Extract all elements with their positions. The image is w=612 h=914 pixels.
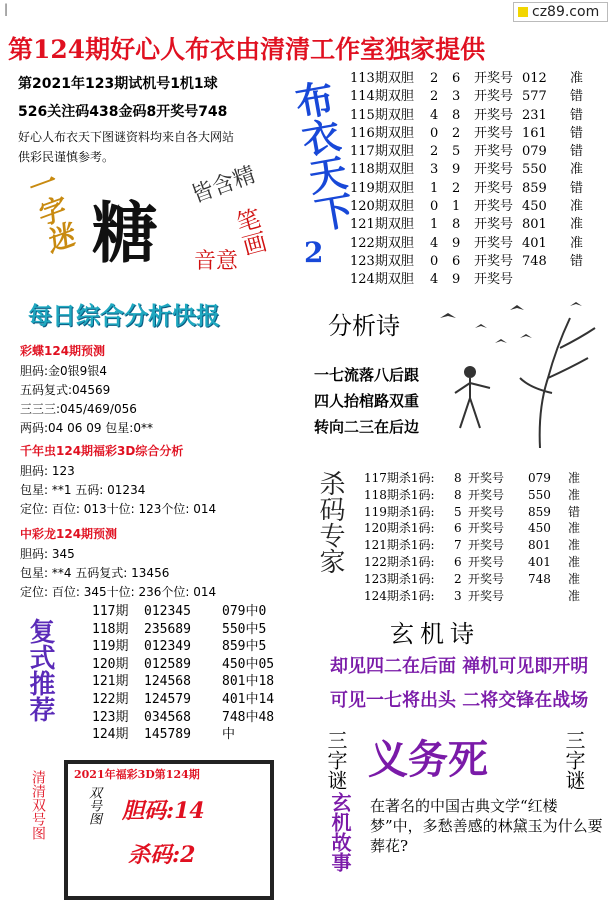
label: 开奖号 — [468, 487, 505, 502]
period: 117期杀1码: — [364, 471, 435, 485]
poem-title: 分析诗 — [328, 312, 400, 340]
figure-head — [464, 366, 476, 378]
period: 120期杀1码: — [364, 521, 435, 536]
kill-number: 7 — [454, 538, 462, 553]
table-row — [92, 621, 302, 639]
period: 117期双胆 — [350, 144, 414, 160]
list-item: 两码:04 06 09 包星:0** — [20, 421, 153, 435]
result: 准 — [570, 199, 584, 215]
intro-line3: 好心人布衣天下图谜资料均来自各大网站 — [18, 130, 235, 144]
table-row — [350, 88, 608, 106]
label: 开奖号 — [474, 144, 514, 160]
draw-number: 079 — [522, 144, 547, 160]
result: 错 — [570, 180, 584, 196]
sanzi-answer: 义务死 — [368, 736, 488, 783]
draw-number: 748 — [522, 253, 547, 269]
fushi-title-text: 复式推荐 — [25, 618, 55, 722]
brand-number: 2 — [304, 236, 324, 269]
label: 开奖号 — [474, 107, 514, 123]
result: 准 — [570, 71, 584, 86]
table-row — [92, 656, 302, 674]
dan-1: 2 — [430, 89, 439, 105]
shuangdan-list — [350, 70, 608, 290]
dan-2: 2 — [452, 180, 461, 196]
result: 450中05 — [222, 656, 275, 672]
numbers: 012589 — [144, 656, 191, 672]
left-mark: | — [4, 2, 9, 16]
draw-number: 859 — [528, 504, 551, 519]
dan-1: 2 — [430, 144, 439, 160]
label: 开奖号 — [468, 504, 505, 519]
table-row — [350, 107, 608, 125]
table-row — [350, 125, 608, 143]
shuanghao-side — [84, 786, 103, 829]
numbers: 145789 — [144, 727, 191, 743]
site-badge[interactable] — [513, 2, 608, 22]
dan-2: 9 — [452, 162, 461, 178]
result: 859中5 — [222, 639, 267, 655]
period: 118期杀1码: — [364, 487, 435, 502]
label: 开奖号 — [474, 125, 514, 141]
result: 错 — [568, 504, 581, 519]
intro-line4: 供彩民谨慎参考。 — [18, 150, 115, 164]
dan-1: 0 — [430, 125, 439, 141]
kill-number: 8 — [454, 471, 462, 485]
period: 124期双胆 — [350, 272, 414, 288]
sanzi-right-text: 三字谜 — [562, 730, 586, 790]
poem-line: 四人抬棺路双重 — [314, 392, 420, 410]
dan-1: 2 — [430, 71, 439, 86]
dan-1: 0 — [430, 199, 439, 215]
result: 准 — [568, 571, 581, 586]
period: 124期杀1码: — [364, 588, 435, 603]
label: 开奖号 — [474, 162, 514, 178]
result: 准 — [570, 217, 584, 233]
intro-line2: 526关注码438金码8开奖号748 — [18, 104, 228, 120]
result: 801中18 — [222, 674, 275, 690]
list-item: 胆码: 123 — [20, 464, 75, 478]
fushi-list — [92, 603, 302, 744]
brand-name: 布衣天下 — [286, 77, 357, 235]
result: 准 — [570, 235, 584, 251]
page-title: 第124期好心人布衣由清清工作室独家提供 — [8, 35, 486, 64]
period: 123期 — [92, 709, 129, 725]
period: 118期 — [92, 621, 129, 637]
period: 114期双胆 — [350, 89, 414, 105]
shuanghao-dan: 胆码:14 — [122, 798, 205, 824]
period: 122期双胆 — [350, 235, 414, 251]
period: 115期双胆 — [350, 107, 414, 123]
table-row — [350, 253, 608, 271]
numbers: 012345 — [144, 604, 191, 619]
period: 119期杀1码: — [364, 504, 435, 519]
period: 117期 — [92, 604, 129, 619]
s1-title: 彩蝶124期预测 — [20, 344, 106, 358]
xuanji-title: 玄机诗 — [390, 620, 480, 648]
table-row — [364, 554, 608, 571]
list-item: 定位: 百位: 345十位: 236个位: 014 — [20, 585, 217, 599]
table-row — [364, 470, 608, 487]
label: 开奖号 — [474, 217, 514, 233]
table-row — [364, 487, 608, 504]
draw-number: 401 — [522, 235, 547, 251]
draw-number: 859 — [522, 180, 547, 196]
table-row — [350, 235, 608, 253]
result: 准 — [568, 554, 581, 569]
s3-title: 中彩龙124期预测 — [20, 527, 118, 541]
story-text: 在著名的中国古典文学“红楼梦”中，多愁善感的林黛玉为什么要葬花? — [370, 797, 603, 855]
numbers: 034568 — [144, 709, 191, 725]
label: 开奖号 — [474, 235, 514, 251]
dan-2: 6 — [452, 253, 461, 269]
result: 准 — [568, 471, 581, 485]
shuanghao-side-text: 清清双号图 — [30, 770, 46, 840]
shuanghao-sha: 杀码:2 — [128, 842, 196, 868]
sanzi-left-text: 三字谜 — [324, 730, 348, 790]
numbers: 012349 — [144, 639, 191, 655]
s1-lines — [20, 362, 300, 438]
period: 122期杀1码: — [364, 554, 435, 569]
s3-lines — [20, 545, 300, 602]
fushi-title — [22, 618, 72, 726]
list-item: 胆码: 345 — [20, 547, 75, 561]
list-item: 定位: 百位: 013十位: 123个位: 014 — [20, 502, 217, 516]
riddle-char: 糖 — [92, 194, 158, 272]
label: 开奖号 — [468, 521, 505, 536]
label: 开奖号 — [474, 180, 514, 196]
draw-number: 231 — [522, 107, 547, 123]
poem-line: 一七流落八后跟 — [314, 366, 420, 384]
period: 123期双胆 — [350, 253, 414, 269]
table-row — [364, 571, 608, 588]
s2-lines — [20, 462, 300, 519]
kill-number: 6 — [454, 521, 462, 536]
table-row — [350, 143, 608, 161]
label: 开奖号 — [468, 588, 505, 603]
label: 开奖号 — [474, 272, 514, 288]
result: 准 — [568, 487, 581, 502]
riddle-hint-2: 笔画 — [229, 205, 269, 259]
draw-number: 450 — [528, 521, 551, 536]
period: 121期 — [92, 674, 129, 690]
draw-number — [522, 271, 570, 289]
result: 079中0 — [222, 604, 267, 619]
poem-lines — [314, 362, 419, 440]
draw-number: 450 — [522, 199, 547, 215]
dan-2: 9 — [452, 272, 461, 288]
s2-title: 千年虫124期福彩3D综合分析 — [20, 444, 184, 458]
result: 准 — [570, 162, 584, 178]
draw-number: 801 — [528, 538, 551, 553]
table-row — [350, 161, 608, 179]
dan-1: 1 — [430, 217, 439, 233]
result: 错 — [570, 253, 584, 269]
kill-number: 3 — [454, 588, 462, 603]
dan-2: 9 — [452, 235, 461, 251]
result: 中 — [222, 727, 236, 743]
table-row — [364, 588, 608, 605]
story-label — [326, 792, 356, 876]
table-row — [350, 70, 608, 88]
list-item: 包星: **1 五码: 01234 — [20, 483, 146, 497]
draw-number: 012 — [522, 71, 547, 86]
sanzi-right — [560, 730, 590, 794]
draw-number: 748 — [528, 571, 551, 586]
table-row — [350, 198, 608, 216]
numbers: 124568 — [144, 674, 191, 690]
dan-2: 2 — [452, 125, 461, 141]
period: 121期杀1码: — [364, 538, 435, 553]
result: 错 — [570, 89, 584, 105]
shuanghao-card — [64, 760, 274, 900]
label: 开奖号 — [474, 89, 514, 105]
list-item: 包星: **4 五码复式: 13456 — [20, 566, 170, 580]
numbers: 235689 — [144, 621, 191, 637]
table-row — [92, 726, 302, 744]
table-row — [350, 180, 608, 198]
draw-number — [528, 588, 568, 605]
shuanghao-side-word: 双号图 — [86, 786, 101, 825]
result: 401中14 — [222, 691, 275, 707]
dan-1: 1 — [430, 180, 439, 196]
dan-1: 4 — [430, 235, 439, 251]
label: 开奖号 — [468, 538, 505, 553]
shama-list — [364, 470, 608, 604]
period: 119期 — [92, 639, 129, 655]
riddle-hint-3: 音意 — [194, 249, 239, 274]
result: 550中5 — [222, 621, 267, 637]
list-item: 三三三:045/469/056 — [20, 402, 137, 416]
table-row — [364, 520, 608, 537]
list-item: 胆码:金0银9银4 — [20, 364, 107, 378]
riddle-label-text: 一字迷 — [18, 166, 79, 257]
period: 121期双胆 — [350, 217, 414, 233]
result: 748中48 — [222, 709, 275, 725]
shuanghao-side-label — [28, 770, 58, 844]
dan-2: 3 — [452, 89, 461, 105]
shama-title — [312, 470, 358, 578]
kill-number: 2 — [454, 571, 462, 586]
numbers: 124579 — [144, 691, 191, 707]
period: 120期 — [92, 656, 129, 672]
table-row — [364, 537, 608, 554]
label: 开奖号 — [468, 471, 505, 485]
riddle-label-left — [18, 166, 88, 290]
brand-text — [286, 77, 357, 236]
draw-number: 550 — [522, 162, 547, 178]
table-row — [92, 709, 302, 727]
kill-number: 5 — [454, 504, 462, 519]
dan-2: 1 — [452, 199, 461, 215]
result: 准 — [568, 521, 581, 536]
period: 123期杀1码: — [364, 571, 435, 586]
period: 113期双胆 — [350, 71, 414, 86]
result: 准 — [568, 588, 581, 603]
story-label-text: 玄机故事 — [328, 792, 352, 872]
table-row — [350, 271, 608, 289]
label: 开奖号 — [468, 571, 505, 586]
xuanji-line1: 却见四二在后面 禅机可见即开明 — [330, 656, 589, 677]
result: 准 — [568, 538, 581, 553]
daily-content — [20, 342, 300, 602]
result: 错 — [570, 144, 584, 160]
list-item: 五码复式:04569 — [20, 383, 111, 397]
kill-number: 8 — [454, 487, 462, 502]
dan-1: 4 — [430, 272, 439, 288]
sanzi-left — [322, 730, 352, 794]
draw-number: 801 — [522, 217, 547, 233]
intro-line1: 第2021年123期试机号1机1球 — [18, 76, 218, 92]
dan-2: 8 — [452, 107, 461, 123]
draw-number: 079 — [528, 471, 551, 485]
result: 错 — [570, 107, 584, 123]
period: 122期 — [92, 691, 129, 707]
table-row — [350, 216, 608, 234]
label: 开奖号 — [474, 71, 514, 86]
label: 开奖号 — [474, 253, 514, 269]
period: 118期双胆 — [350, 162, 414, 178]
dan-2: 6 — [452, 71, 461, 86]
kill-number: 6 — [454, 554, 462, 569]
riddle-hint — [188, 162, 290, 288]
shama-title-text: 杀码专家 — [315, 470, 345, 574]
poem-illustration — [420, 298, 608, 448]
period: 124期 — [92, 727, 129, 743]
table-row — [364, 504, 608, 521]
period: 120期双胆 — [350, 199, 414, 215]
draw-number: 161 — [522, 125, 547, 141]
table-row — [92, 691, 302, 709]
table-row — [92, 673, 302, 691]
period: 119期双胆 — [350, 180, 414, 196]
draw-number: 577 — [522, 89, 547, 105]
dan-1: 0 — [430, 253, 439, 269]
site-logo-icon — [518, 7, 528, 17]
result — [570, 271, 590, 289]
label: 开奖号 — [468, 554, 505, 569]
table-row — [92, 638, 302, 656]
draw-number: 401 — [528, 554, 551, 569]
poem-line: 转向二三在后边 — [314, 418, 420, 436]
draw-number: 550 — [528, 487, 551, 502]
result: 错 — [570, 125, 584, 141]
dan-2: 5 — [452, 144, 461, 160]
riddle-hint-1: 皆含精 — [188, 162, 259, 209]
xuanji-line2: 可见一七将出头 二将交锋在战场 — [330, 690, 589, 711]
table-row — [92, 603, 302, 621]
site-name: cz89.com — [532, 4, 600, 20]
dan-1: 3 — [430, 162, 439, 178]
dan-2: 8 — [452, 217, 461, 233]
label: 开奖号 — [474, 199, 514, 215]
shuanghao-header: 2021年福彩3D第124期 — [74, 768, 200, 781]
daily-title: 每日综合分析快报 — [28, 301, 220, 330]
period: 116期双胆 — [350, 125, 414, 141]
dan-1: 4 — [430, 107, 439, 123]
